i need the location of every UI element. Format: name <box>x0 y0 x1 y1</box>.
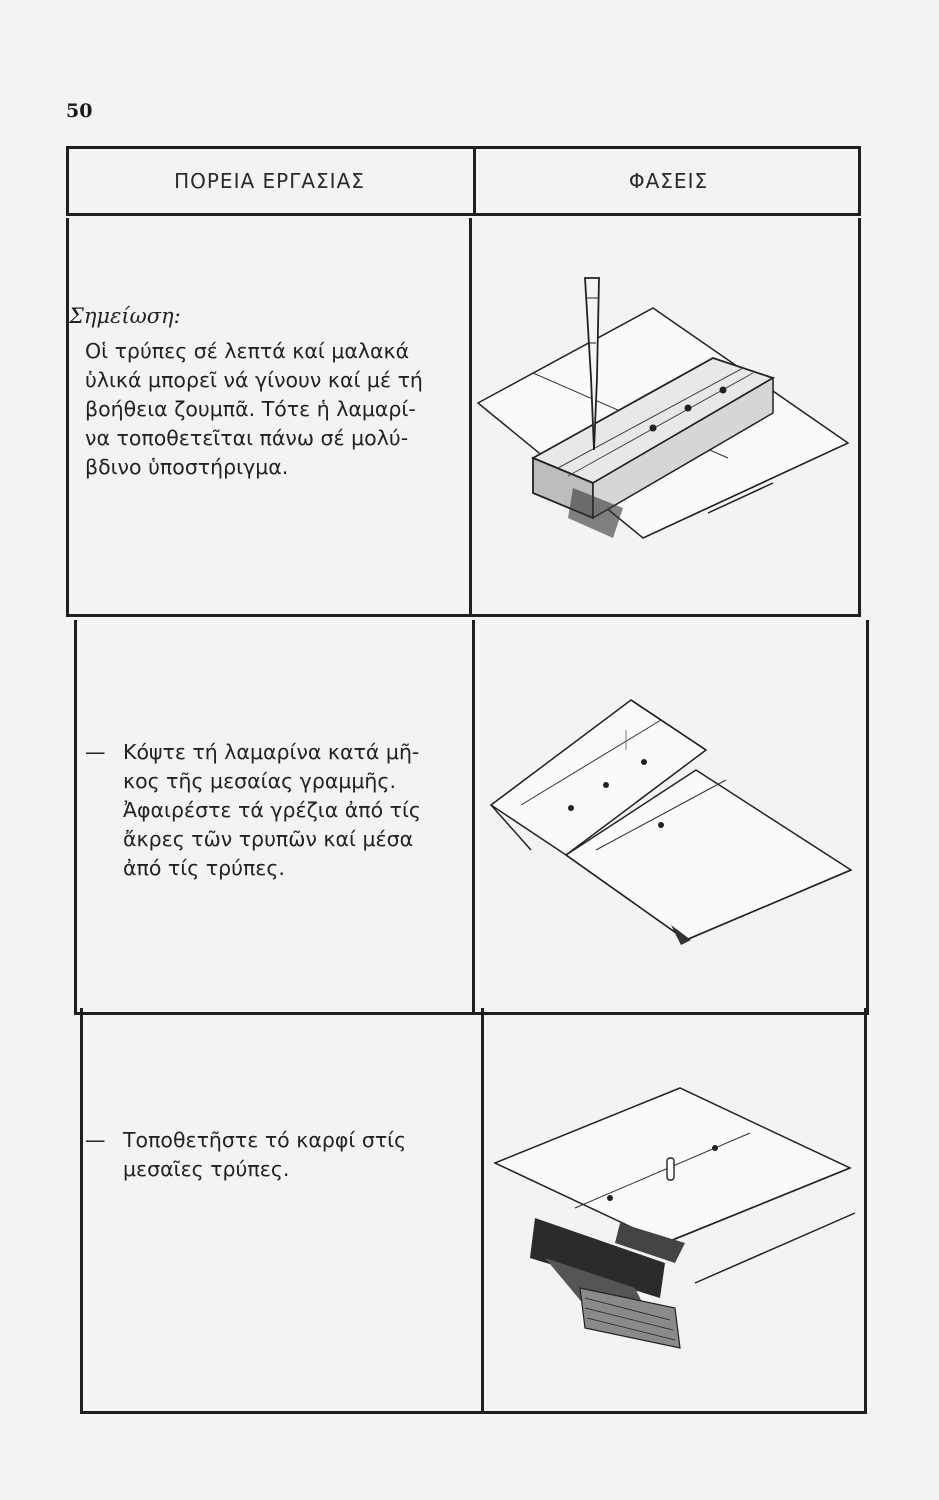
text-line: Οἱ τρύπες σέ λεπτά καί μαλακά <box>85 339 410 363</box>
header-work-procedure: ΠΟΡΕΙΑ ΕΡΓΑΣΙΑΣ <box>174 169 365 193</box>
text-line: ὑλικά μπορεῖ νά γίνουν καί μέ τή <box>85 368 423 392</box>
punch-on-lead-block-illustration <box>473 218 858 614</box>
column-divider <box>472 620 475 1012</box>
text-line: βοήθεια ζουμπᾶ. Τότε ἡ λαμαρί- <box>85 397 416 421</box>
text-line: να τοποθετεῖται πάνω σέ μολύ- <box>85 426 409 450</box>
text-line: ἄκρες τῶν τρυπῶν καί μέσα <box>123 827 414 851</box>
step-text <box>85 738 468 883</box>
insert-pin-illustration <box>485 1008 864 1411</box>
note-body <box>69 337 465 482</box>
step-cell <box>85 738 468 883</box>
page-number: 50 <box>66 100 93 122</box>
note-cell <box>69 302 465 482</box>
text-line: μεσαῖες τρύπες. <box>123 1157 290 1181</box>
text-line: Ἀφαιρέστε τά γρέζια ἀπό τίς <box>123 798 421 822</box>
cut-sheet-illustration <box>476 620 861 1012</box>
header-phases: ΦΑΣΕΙΣ <box>473 149 861 213</box>
table-row <box>74 620 869 1015</box>
work-procedure-table <box>66 146 861 1414</box>
column-divider <box>481 1008 484 1411</box>
step-cell <box>85 1126 468 1184</box>
text-line: Κόψτε τή λαμαρίνα κατά μῆ- <box>123 740 420 764</box>
dash-marker: — <box>85 1128 106 1152</box>
table-row <box>80 1008 867 1414</box>
text-line: βδινο ὑποστήριγμα. <box>85 455 289 479</box>
text-line: κος τῆς μεσαίας γραμμῆς. <box>123 769 396 793</box>
table-row <box>66 218 861 617</box>
text-line: Τοποθετῆστε τό καρφί στίς <box>123 1128 407 1152</box>
note-title: Σημείωση: <box>69 304 181 328</box>
dash-marker: — <box>85 740 106 764</box>
step-text <box>85 1126 468 1184</box>
table-header <box>66 146 861 216</box>
column-divider <box>469 218 472 614</box>
text-line: ἀπό τίς τρύπες. <box>123 856 285 880</box>
